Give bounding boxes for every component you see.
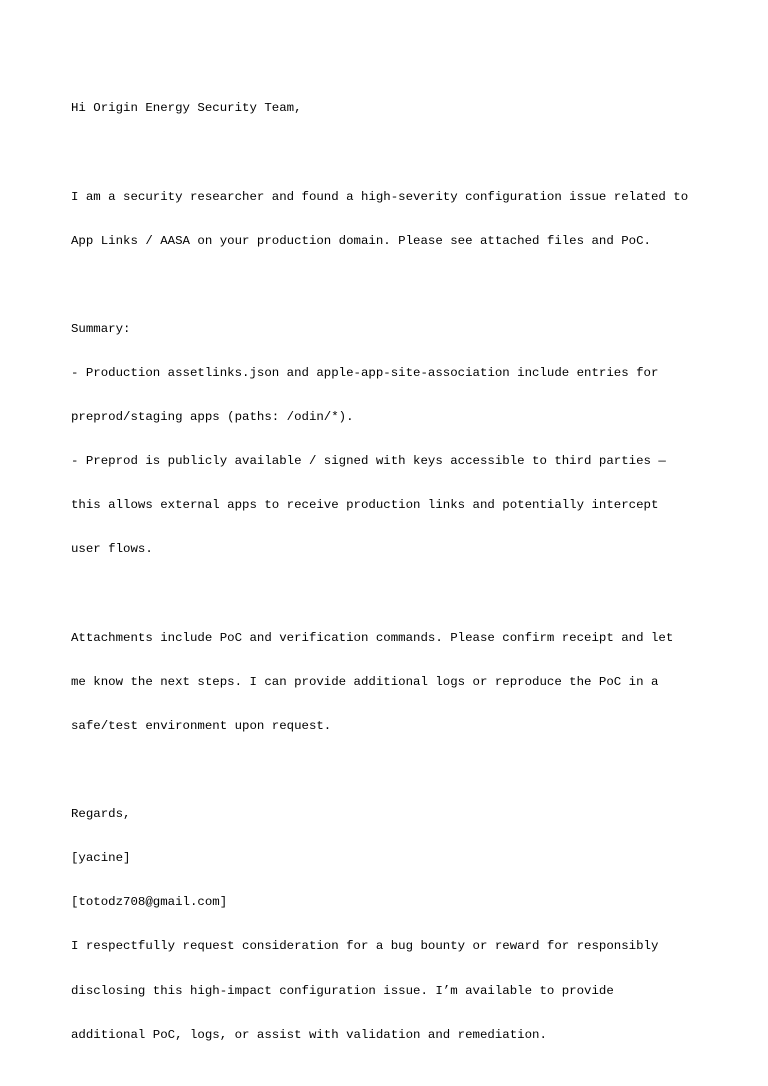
summary-line: preprod/staging apps (paths: /odin/*). (71, 410, 354, 425)
attachments-line: me know the next steps. I can provide additional logs or reproduce the PoC in a (71, 674, 659, 689)
regards-line: Regards, (71, 807, 131, 822)
closing-paragraph (71, 778, 731, 1072)
email-document (71, 72, 731, 1086)
intro-line: I am a security researcher and found a high-severity configuration issue related to (71, 189, 689, 204)
attachments-line: Attachments include PoC and verification commands. Please confirm receipt and let (71, 630, 674, 645)
intro-paragraph (71, 160, 731, 278)
attachments-paragraph (71, 601, 731, 763)
postscript-line: additional PoC, logs, or assist with validation and remediation. (71, 1027, 547, 1042)
postscript-line: I respectfully request consideration for a bug bounty or reward for responsibly (71, 939, 659, 954)
summary-line: - Production assetlinks.json and apple-app-site-association include entries for (71, 366, 659, 381)
intro-line: App Links / AASA on your production domain. Please see attached files and PoC. (71, 233, 651, 248)
summary-heading: Summary: (71, 321, 131, 336)
sender-email: [totodz708@gmail.com] (71, 895, 228, 910)
summary-line: user flows. (71, 542, 153, 557)
attachments-line: safe/test environment upon request. (71, 718, 332, 733)
summary-line: this allows external apps to receive production links and potentially intercept (71, 498, 659, 513)
summary-paragraph (71, 293, 731, 587)
greeting-line: Hi Origin Energy Security Team, (71, 101, 302, 116)
sender-name: [yacine] (71, 851, 131, 866)
postscript-line: disclosing this high-impact configuration issue. I’m available to provide (71, 983, 614, 998)
summary-line: - Preprod is publicly available / signed with keys accessible to third parties — (71, 454, 666, 469)
greeting-paragraph (71, 72, 731, 146)
